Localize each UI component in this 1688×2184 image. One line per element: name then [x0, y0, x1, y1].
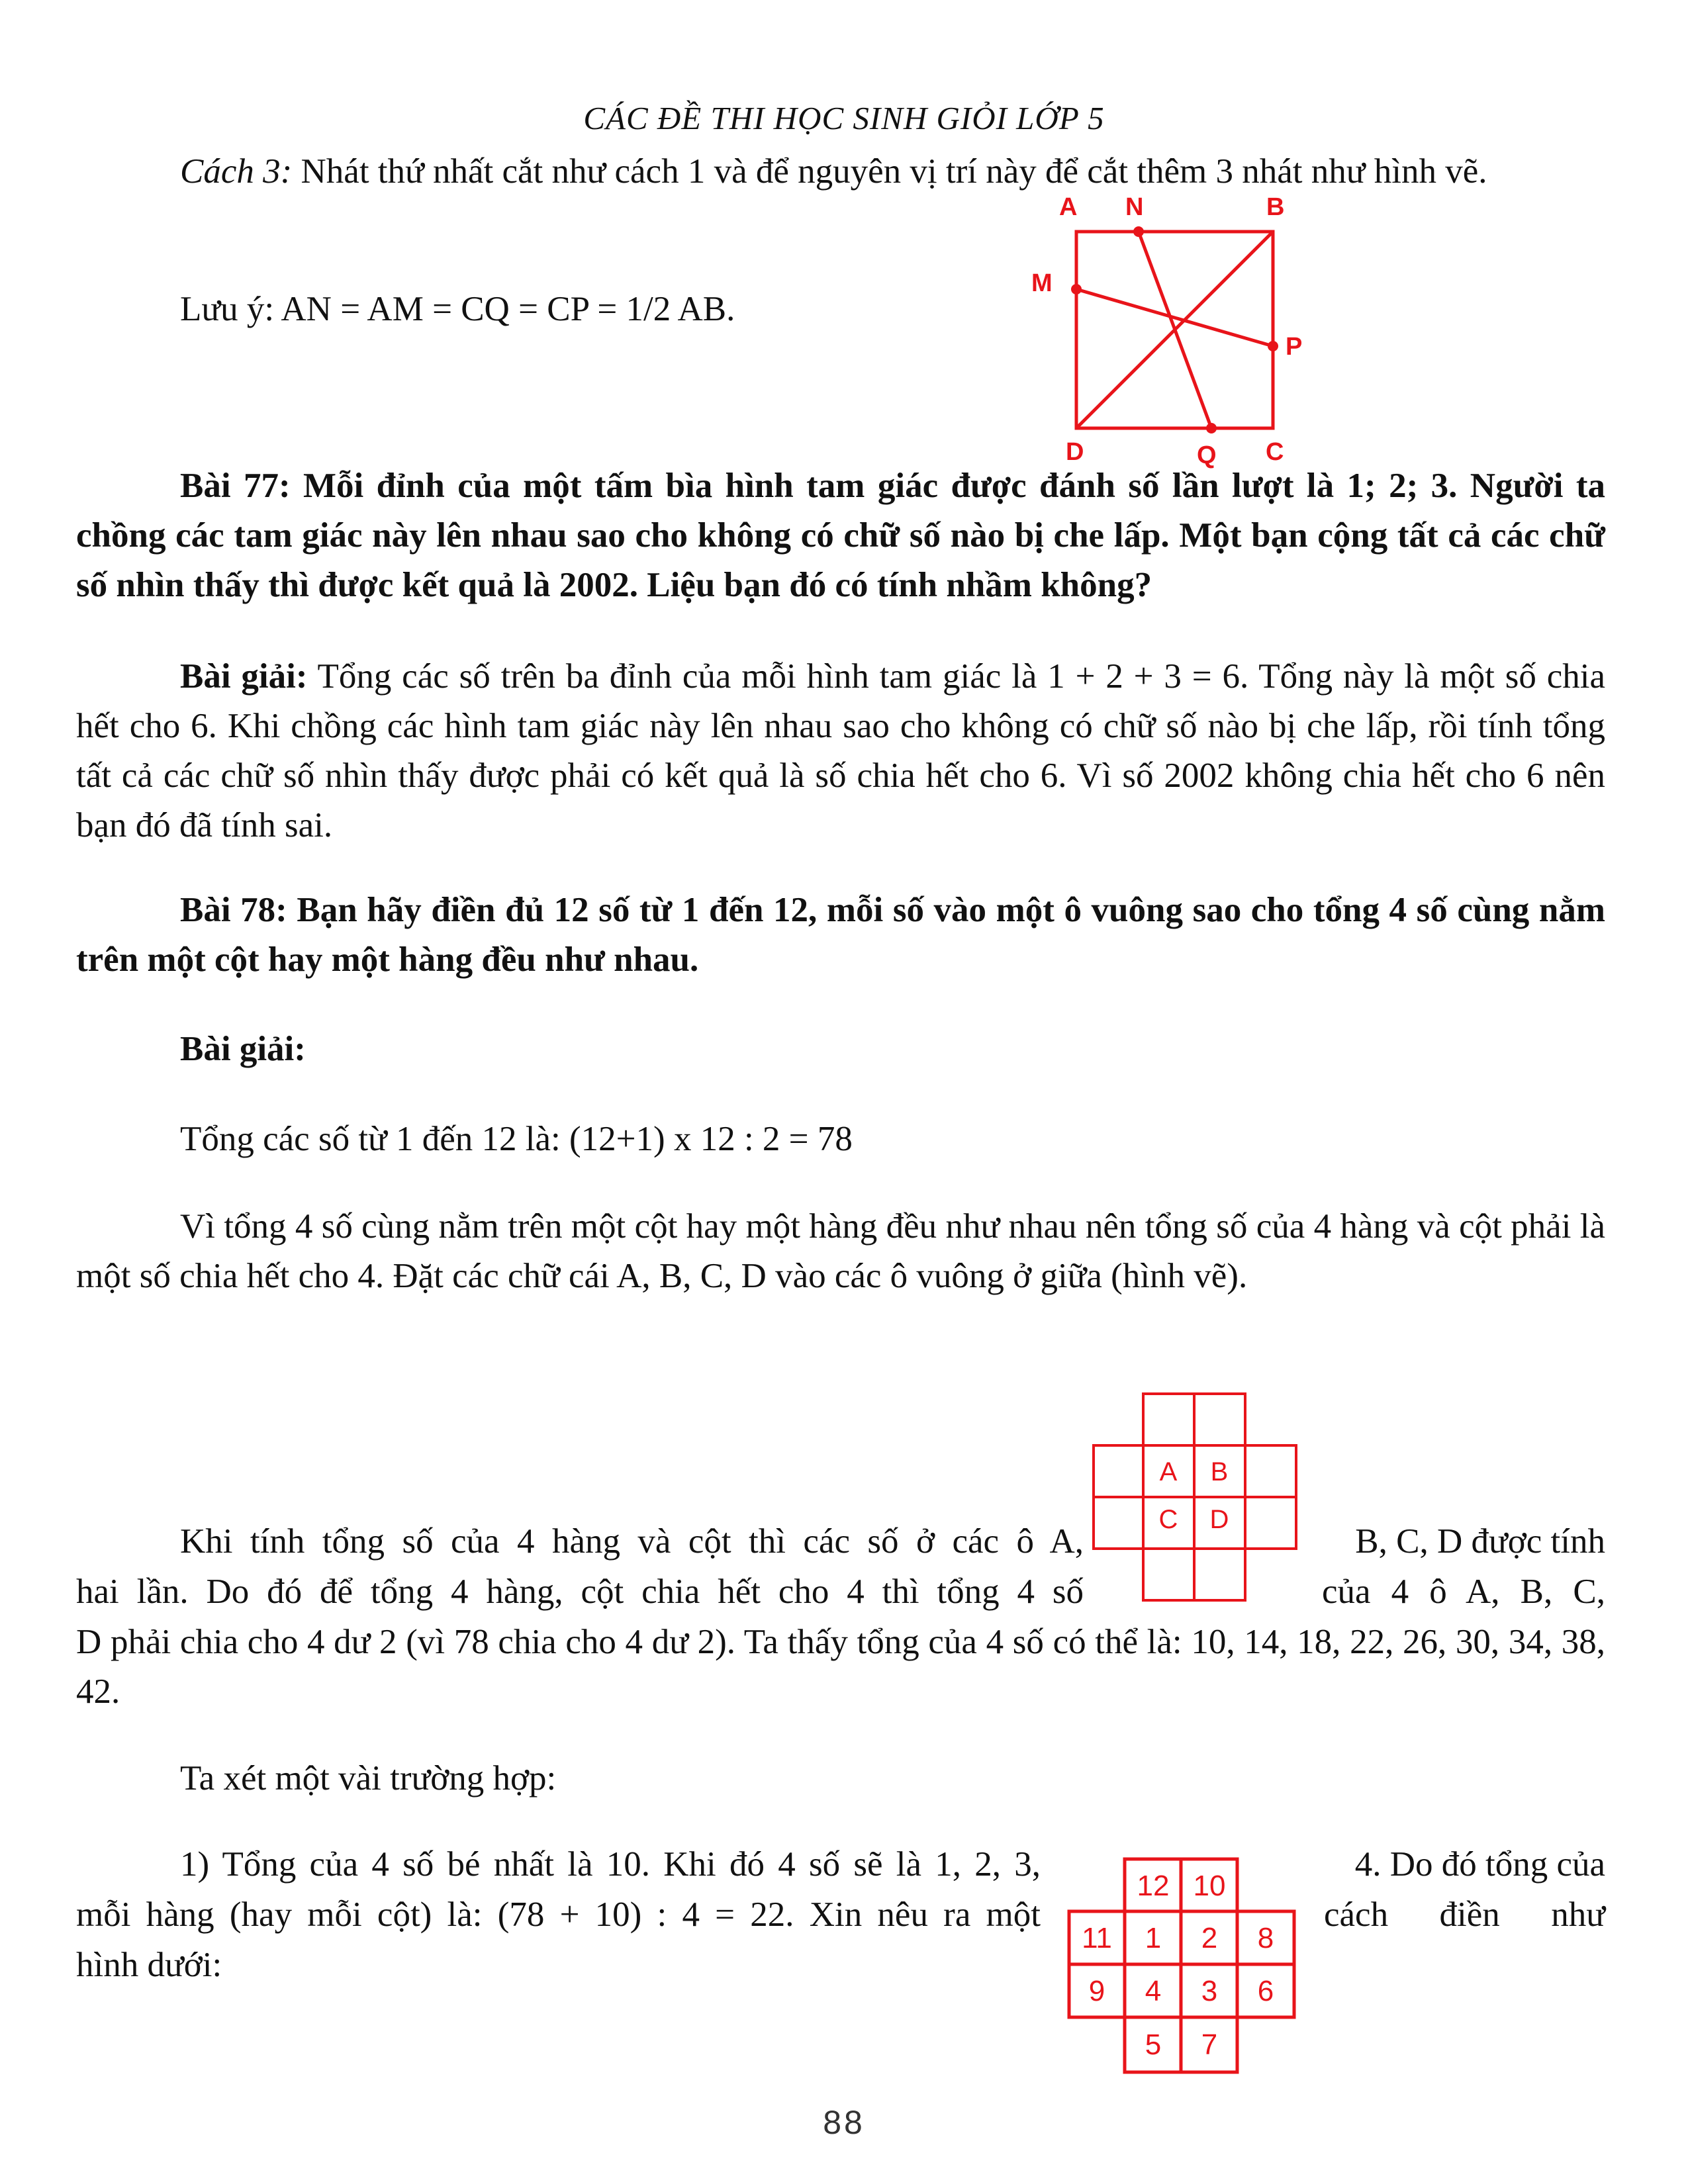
- bai78-para1: Vì tổng 4 số cùng nằm trên một cột hay một hàng đều như nhau nên tổng số của 4 hàng và cột phải là một số chia hết cho 4. Đặt các chữ cái A, B, C, D vào các ô vuông ở giữa (hình vẽ).: [76, 1207, 1605, 1295]
- grid2-r4-c2: 7: [1201, 2028, 1218, 2061]
- para2-right2: của 4 ô A, B, C,: [1322, 1572, 1605, 1611]
- page-number: 88: [823, 2104, 865, 2141]
- cell-b: B: [1210, 1457, 1229, 1486]
- label-m: M: [1031, 269, 1053, 297]
- grid2-r2-c3: 2: [1201, 1922, 1218, 1954]
- para2-left1: Khi tính tổng số của 4 hàng và cột thì các số ở các ô A,: [180, 1522, 1084, 1561]
- case1-left2: mỗi hàng (hay mỗi cột) là: (78 + 10) : 4 = 22. Xin nêu ra một: [76, 1895, 1041, 1934]
- label-n: N: [1125, 193, 1144, 221]
- case1-left3: hình dưới:: [76, 1946, 222, 1984]
- grid2-r4-c1: 5: [1145, 2028, 1162, 2061]
- para2-right1: B, C, D được tính: [1355, 1522, 1605, 1561]
- square-cut-figure: [1019, 192, 1324, 469]
- bai78-problem: Bài 78: Bạn hãy điền đủ 12 số từ 1 đến 12, mỗi số vào một ô vuông sao cho tổng 4 số cùng nằm trên một cột hay một hàng đều như nhau.: [76, 891, 1605, 979]
- grid2-r3-c3: 3: [1201, 1975, 1218, 2007]
- grid2-r1-c1: 12: [1137, 1870, 1170, 1902]
- bai77-solution-label: Bài giải:: [180, 657, 308, 696]
- grid2-r1-c2: 10: [1193, 1870, 1226, 1902]
- grid2-r2-c4: 8: [1257, 1922, 1274, 1954]
- grid2-r3-c2: 4: [1145, 1975, 1162, 2007]
- label-c: C: [1266, 438, 1284, 466]
- bai78-sum-line: Tổng các số từ 1 đến 12 là: (12+1) x 12 : 2 = 78: [180, 1120, 853, 1158]
- label-p: P: [1286, 333, 1303, 361]
- cach3-label: Cách 3:: [180, 152, 293, 191]
- grid2-r3-c4: 6: [1257, 1975, 1274, 2007]
- bai78-solution-label: Bài giải:: [180, 1030, 306, 1068]
- case1-right2: cách điền như: [1324, 1895, 1605, 1934]
- cell-a: A: [1159, 1457, 1178, 1486]
- cell-d: D: [1209, 1505, 1229, 1534]
- label-b: B: [1266, 193, 1285, 221]
- cut-line-mp: [1076, 289, 1273, 346]
- page-header: CÁC ĐỀ THI HỌC SINH GIỎI LỚP 5: [583, 100, 1105, 136]
- cach3-note: Lưu ý: AN = AM = CQ = CP = 1/2 AB.: [180, 290, 735, 328]
- label-d: D: [1066, 438, 1084, 466]
- case1-right1: 4. Do đó tổng của: [1354, 1845, 1605, 1884]
- para2-left2: hai lần. Do đó để tổng 4 hàng, cột chia hết cho 4 thì tổng 4 số: [76, 1572, 1084, 1611]
- grid2-r3-c1: 9: [1088, 1975, 1105, 2007]
- point-q: [1206, 423, 1217, 433]
- bai77-problem: Bài 77: Mỗi đỉnh của một tấm bìa hình tam giác được đánh số lần lượt là 1; 2; 3. Người ta chồng các tam giác này lên nhau sao cho không có chữ số nào bị che lấp. Một bạn cộng tất cả các chữ số nhìn thấy thì được kết quả là 2002. Liệu bạn đó có tính nhầm không?: [76, 467, 1605, 604]
- grid2-r2-c2: 1: [1145, 1922, 1162, 1954]
- cach3-paragraph: [76, 147, 1605, 197]
- label-q: Q: [1197, 441, 1217, 469]
- point-m: [1071, 284, 1082, 295]
- bai77-solution-text: Tổng các số trên ba đỉnh của mỗi hình tam giác là 1 + 2 + 3 = 6. Tổng này là một số chia hết cho 6. Khi chồng các hình tam giác này lên nhau sao cho không có chữ số nào bị che lấp, rồi tính tổng tất cả các chữ số nhìn thấy được phải có kết quả là số chia hết cho 6. Vì số 2002 không chia hết cho 6 nên bạn đó đã tính sai.: [76, 657, 1605, 844]
- label-a: A: [1059, 193, 1078, 221]
- bai77-solution: [76, 652, 1605, 850]
- grid-solution-figure: [1067, 1857, 1297, 2075]
- point-n: [1133, 226, 1144, 237]
- cases-intro: Ta xét một vài trường hợp:: [180, 1759, 557, 1797]
- point-p: [1268, 341, 1278, 351]
- grid2-r2-c1: 11: [1082, 1922, 1112, 1954]
- cell-c: C: [1158, 1505, 1178, 1534]
- para2-rest: D phải chia cho 4 dư 2 (vì 78 chia cho 4 dư 2). Ta thấy tổng của 4 số có thể là: 10, 14, 18, 22, 26, 30, 34, 38, 42.: [76, 1623, 1605, 1711]
- cach3-text: Nhát thứ nhất cắt như cách 1 và để nguyên vị trí này để cắt thêm 3 nhát như hình vẽ.: [292, 152, 1487, 191]
- grid-abcd-figure: [1092, 1392, 1301, 1602]
- cut-line-nq: [1139, 232, 1211, 428]
- case1-left1: 1) Tổng của 4 số bé nhất là 10. Khi đó 4 số sẽ là 1, 2, 3,: [180, 1845, 1041, 1884]
